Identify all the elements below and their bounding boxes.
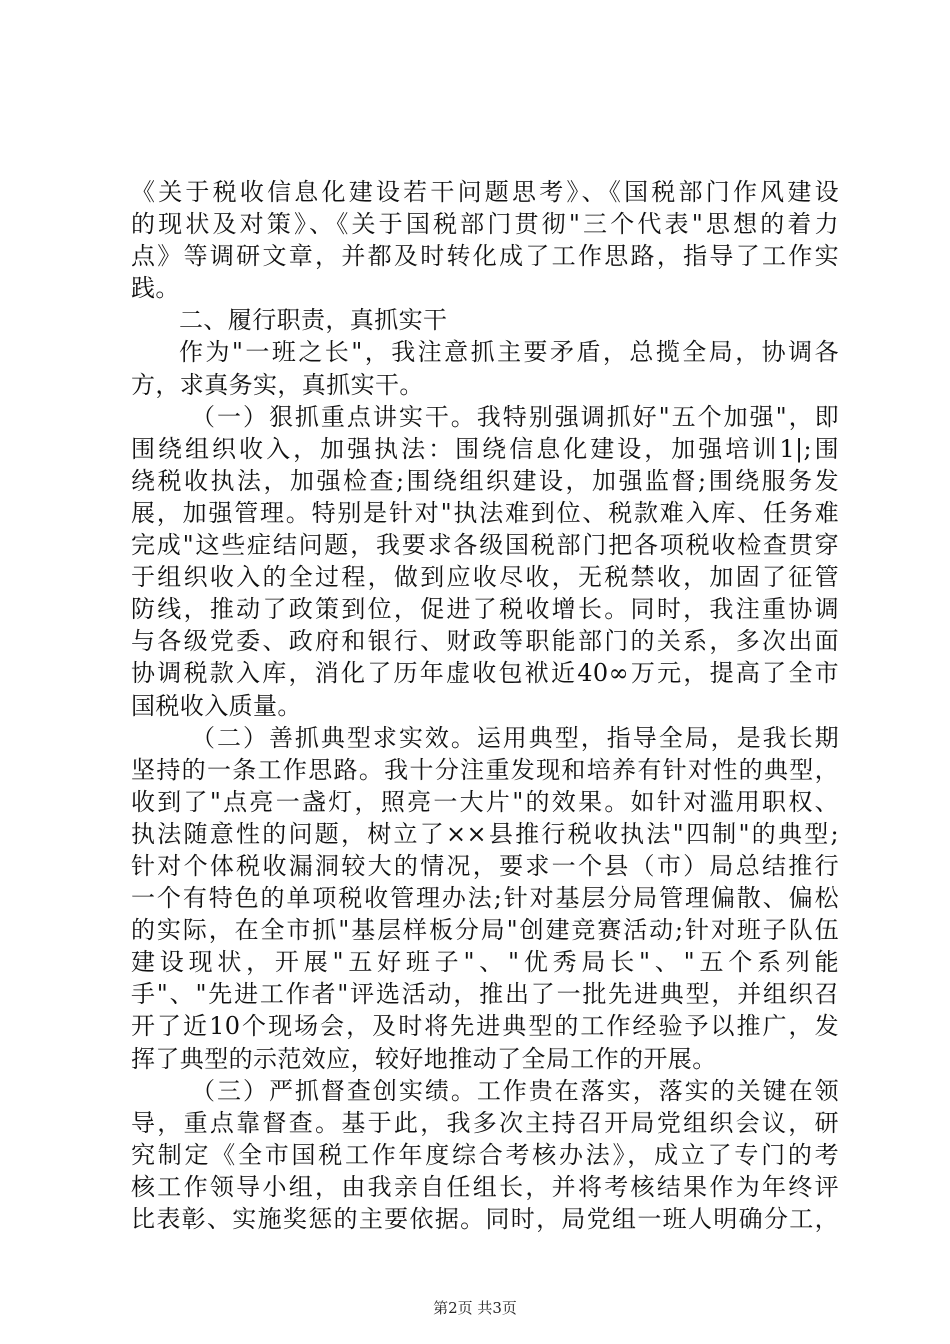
page-number: 第2页 共3页 [433,1299,517,1317]
text-line: 与各级党委、政府和银行、财政等职能部门的关系，多次出面 [131,627,839,656]
text-line: 执法随意性的问题，树立了××县推行税收执法"四制"的典型; [131,819,839,848]
text-line: 围绕组织收入，加强执法：围绕信息化建设，加强培训1|;围 [131,434,839,463]
text-line: 收到了"点亮一盏灯，照亮一大片"的效果。如针对滥用职权、 [131,787,839,816]
text-line: 完成"这些症结问题，我要求各级国税部门把各项税收检查贯穿 [131,531,839,560]
text-line: 开了近10个现场会，及时将先进典型的工作经验予以推广，发 [131,1012,839,1041]
text-line: 挥了典型的示范效应，较好地推动了全局工作的开展。 [131,1044,717,1073]
text-line: 究制定《全市国税工作年度综合考核办法》，成立了专门的考 [131,1140,839,1169]
text-line: 坚持的一条工作思路。我十分注重发现和培养有针对性的典型， [131,755,839,784]
text-line: 的现状及对策》、《关于国税部门贯彻"三个代表"思想的着力 [131,210,839,239]
document-body [131,176,839,1235]
text-line: 防线，推动了政策到位，促进了税收增长。同时，我注重协调 [131,595,839,624]
text-line: 核工作领导小组，由我亲自任组长，并将考核结果作为年终评 [131,1172,839,1201]
text-line: 针对个体税收漏洞较大的情况，要求一个县（市）局总结推行 [131,851,839,880]
text-line: 建设现状，开展"五好班子"、"优秀局长"、"五个系列能 [131,948,839,977]
subsection-line: （二）善抓典型求实效。运用典型，指导全局，是我长期 [191,723,839,752]
section-heading: 二、履行职责，真抓实干 [179,306,448,335]
text-line: 协调税款入库，消化了历年虚收包袱近40∞万元，提高了全市 [131,659,839,688]
text-line: 比表彰、实施奖惩的主要依据。同时，局党组一班人明确分工， [131,1205,839,1233]
subsection-line: （一）狠抓重点讲实干。我特别强调抓好"五个加强"，即 [191,402,839,431]
text-line: 践。 [131,274,180,303]
text-line: 展，加强管理。特别是针对"执法难到位、税款难入库、任务难 [131,498,839,527]
text-line: 《关于税收信息化建设若干问题思考》、《国税部门作风建设 [131,178,839,206]
page-footer [0,1298,950,1318]
text-line: 点》等调研文章，并都及时转化成了工作思路，指导了工作实 [131,242,839,271]
text-line: 一个有特色的单项税收管理办法;针对基层分局管理偏散、偏松 [131,884,839,913]
text-line: 作为"一班之长"，我注意抓主要矛盾，总揽全局，协调各 [179,338,839,367]
text-line: 的实际，在全市抓"基层样板分局"创建竞赛活动;针对班子队伍 [131,916,839,945]
text-line: 国税收入质量。 [131,691,302,720]
subsection-line: （三）严抓督查创实绩。工作贵在落实，落实的关键在领 [191,1076,839,1105]
text-line: 手"、"先进工作者"评选活动，推出了一批先进典型，并组织召 [131,980,839,1009]
text-line: 绕税收执法，加强检查;围绕组织建设，加强监督;围绕服务发 [131,466,839,495]
text-line: 方，求真务实，真抓实干。 [131,370,424,399]
text-line: 于组织收入的全过程，做到应收尽收，无税禁收，加固了征管 [131,563,839,592]
text-line: 导，重点靠督查。基于此，我多次主持召开局党组织会议，研 [131,1108,839,1137]
